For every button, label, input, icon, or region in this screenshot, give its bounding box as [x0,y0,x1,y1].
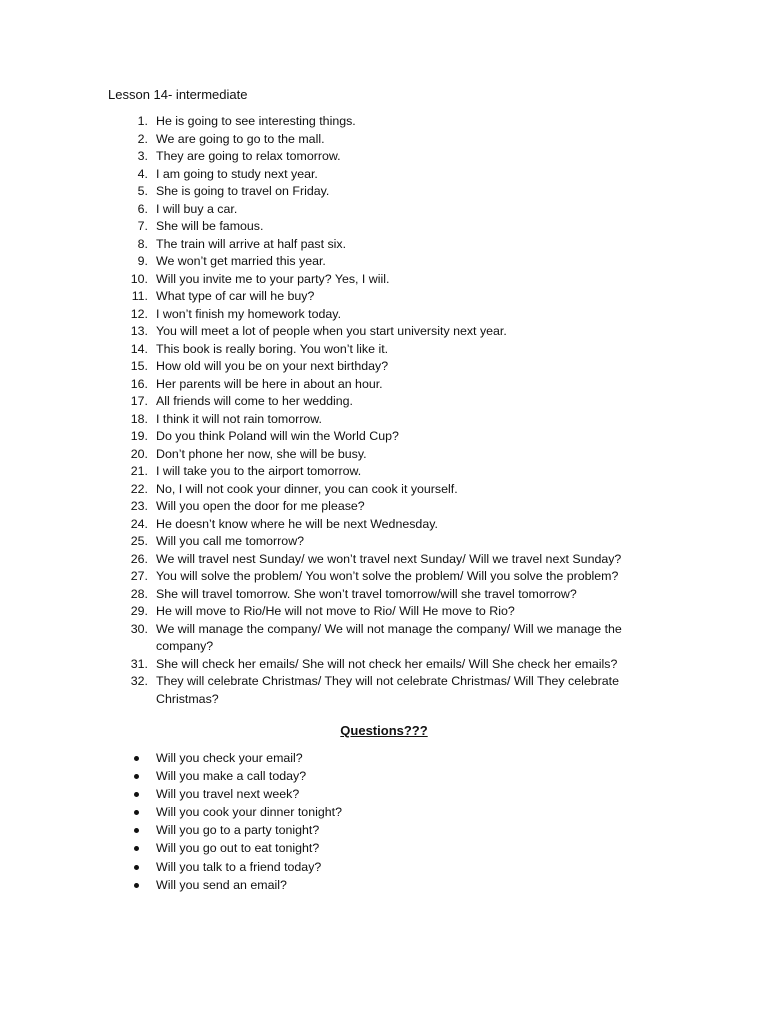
list-item [108,621,668,656]
bullet-icon [134,883,139,888]
list-item [108,218,668,236]
list-item [108,376,668,394]
list-item-number: 12. [130,306,148,321]
list-item [108,428,668,446]
list-item-text: Do you think Poland will win the World Cup? [156,429,399,443]
question-text: Will you check your email? [156,751,303,765]
list-item-text: Will you open the door for me please? [156,499,365,513]
question-text: Will you send an email? [156,877,287,892]
list-item-number: 9. [137,254,148,268]
bullet-icon [134,774,139,779]
list-item-number: 4. [137,166,148,181]
list-item-number: 32. [130,674,148,688]
bullet-icon [134,792,139,797]
list-item [108,568,668,586]
question-text: Will you make a call today? [156,769,307,784]
list-item-number: 30. [130,621,148,636]
list-item-number: 23. [130,499,148,513]
bullet-icon [134,810,139,815]
list-item-number: 14. [130,341,148,356]
list-item-number: 17. [130,394,148,408]
list-item-text: I think it will not rain tomorrow. [156,411,322,426]
question-text: Will you cook your dinner tonight? [156,805,342,820]
question-item [108,785,668,803]
list-item [108,271,668,289]
list-item-text: I will take you to the airport tomorrow. [156,464,362,478]
list-item-number: 13. [130,324,148,338]
list-item-number: 15. [130,359,148,373]
question-text: Will you travel next week? [156,787,300,802]
question-text: Will you go out to eat tonight? [156,841,320,856]
list-item [108,516,668,534]
list-item-number: 5. [137,184,148,198]
list-item [108,358,668,376]
list-item-text: What type of car will he buy? [156,289,315,303]
list-item [108,586,668,604]
list-item-text: I won’t finish my homework today. [156,306,342,321]
list-item-text: She will check her emails/ She will not check her emails/ Will She check her emails? [156,656,618,671]
list-item-number: 19. [130,429,148,443]
list-item [108,201,668,219]
list-item-text: She will be famous. [156,219,264,233]
list-item-text: Will you invite me to your party? Yes, I wiil. [156,271,390,286]
bullet-icon [134,865,139,870]
list-item [108,551,668,569]
list-item-text: They will celebrate Christmas/ They will not celebrate Christmas/ Will They celebrate Christmas? [156,674,619,706]
list-item-number: 25. [130,534,148,548]
list-item-text: They are going to relax tomorrow. [156,149,341,163]
list-item-number: 2. [137,131,148,146]
questions-heading: Questions??? [340,723,428,738]
questions-list [108,749,668,894]
list-item [108,393,668,411]
bullet-icon [134,846,139,851]
list-item-number: 22. [130,481,148,496]
question-text: Will you go to a party tonight? [156,823,320,838]
document-title: Lesson 14- intermediate [108,87,248,102]
sentence-list [108,113,668,708]
list-item-text: All friends will come to her wedding. [156,394,353,408]
list-item [108,288,668,306]
list-item-text: No, I will not cook your dinner, you can cook it yourself. [156,481,458,496]
list-item-text: Will you call me tomorrow? [156,534,305,548]
list-item [108,463,668,481]
question-item [108,803,668,821]
question-item [108,821,668,839]
list-item-number: 29. [130,604,148,618]
list-item [108,306,668,324]
list-item-text: We will manage the company/ We will not manage the company/ Will we manage the company? [156,621,622,653]
bullet-icon [134,828,139,833]
list-item-text: How old will you be on your next birthday? [156,359,389,373]
list-item-text: Don’t phone her now, she will be busy. [156,446,367,461]
list-item-number: 1. [137,114,148,128]
list-item-number: 16. [130,376,148,391]
list-item-text: He doesn’t know where he will be next Wednesday. [156,516,438,531]
list-item-text: You will solve the problem/ You won’t solve the problem/ Will you solve the problem? [156,569,619,583]
list-item-text: He will move to Rio/He will not move to Rio/ Will He move to Rio? [156,604,515,618]
list-item [108,673,668,708]
list-item-number: 6. [137,201,148,216]
list-item-number: 18. [130,411,148,426]
list-item [108,446,668,464]
list-item [108,498,668,516]
list-item-text: You will meet a lot of people when you start university next year. [156,324,507,338]
list-item [108,253,668,271]
list-item-text: I will buy a car. [156,201,238,216]
list-item-text: He is going to see interesting things. [156,114,356,128]
bullet-icon [134,756,139,761]
list-item [108,481,668,499]
list-item-text: We won’t get married this year. [156,254,326,268]
list-item [108,341,668,359]
list-item [108,603,668,621]
list-item-number: 27. [130,569,148,583]
list-item-number: 10. [130,271,148,286]
list-item-text: We are going to go to the mall. [156,131,325,146]
list-item-number: 3. [137,149,148,163]
list-item [108,166,668,184]
list-item-number: 28. [130,586,148,601]
question-text: Will you talk to a friend today? [156,859,322,874]
list-item-number: 8. [137,236,148,251]
list-item [108,131,668,149]
question-item [108,749,668,767]
list-item [108,656,668,674]
list-item-number: 11. [131,289,148,303]
list-item-text: We will travel nest Sunday/ we won’t travel next Sunday/ Will we travel next Sunday? [156,551,622,566]
list-item-number: 20. [130,446,148,461]
list-item [108,183,668,201]
list-item-text: The train will arrive at half past six. [156,236,347,251]
question-item [108,839,668,857]
list-item [108,411,668,429]
question-item [108,858,668,876]
list-item-number: 31. [130,656,148,671]
list-item-number: 7. [137,219,148,233]
list-item [108,148,668,166]
list-item-text: This book is really boring. You won’t like it. [156,341,389,356]
list-item-text: She will travel tomorrow. She won’t travel tomorrow/will she travel tomorrow? [156,586,577,601]
list-item-number: 24. [130,516,148,531]
list-item [108,236,668,254]
list-item-number: 26. [130,551,148,566]
question-item [108,876,668,894]
list-item [108,533,668,551]
question-item [108,767,668,785]
list-item-text: Her parents will be here in about an hour. [156,376,383,391]
list-item-text: She is going to travel on Friday. [156,184,330,198]
list-item-number: 21. [130,464,148,478]
list-item-text: I am going to study next year. [156,166,318,181]
list-item [108,113,668,131]
list-item [108,323,668,341]
